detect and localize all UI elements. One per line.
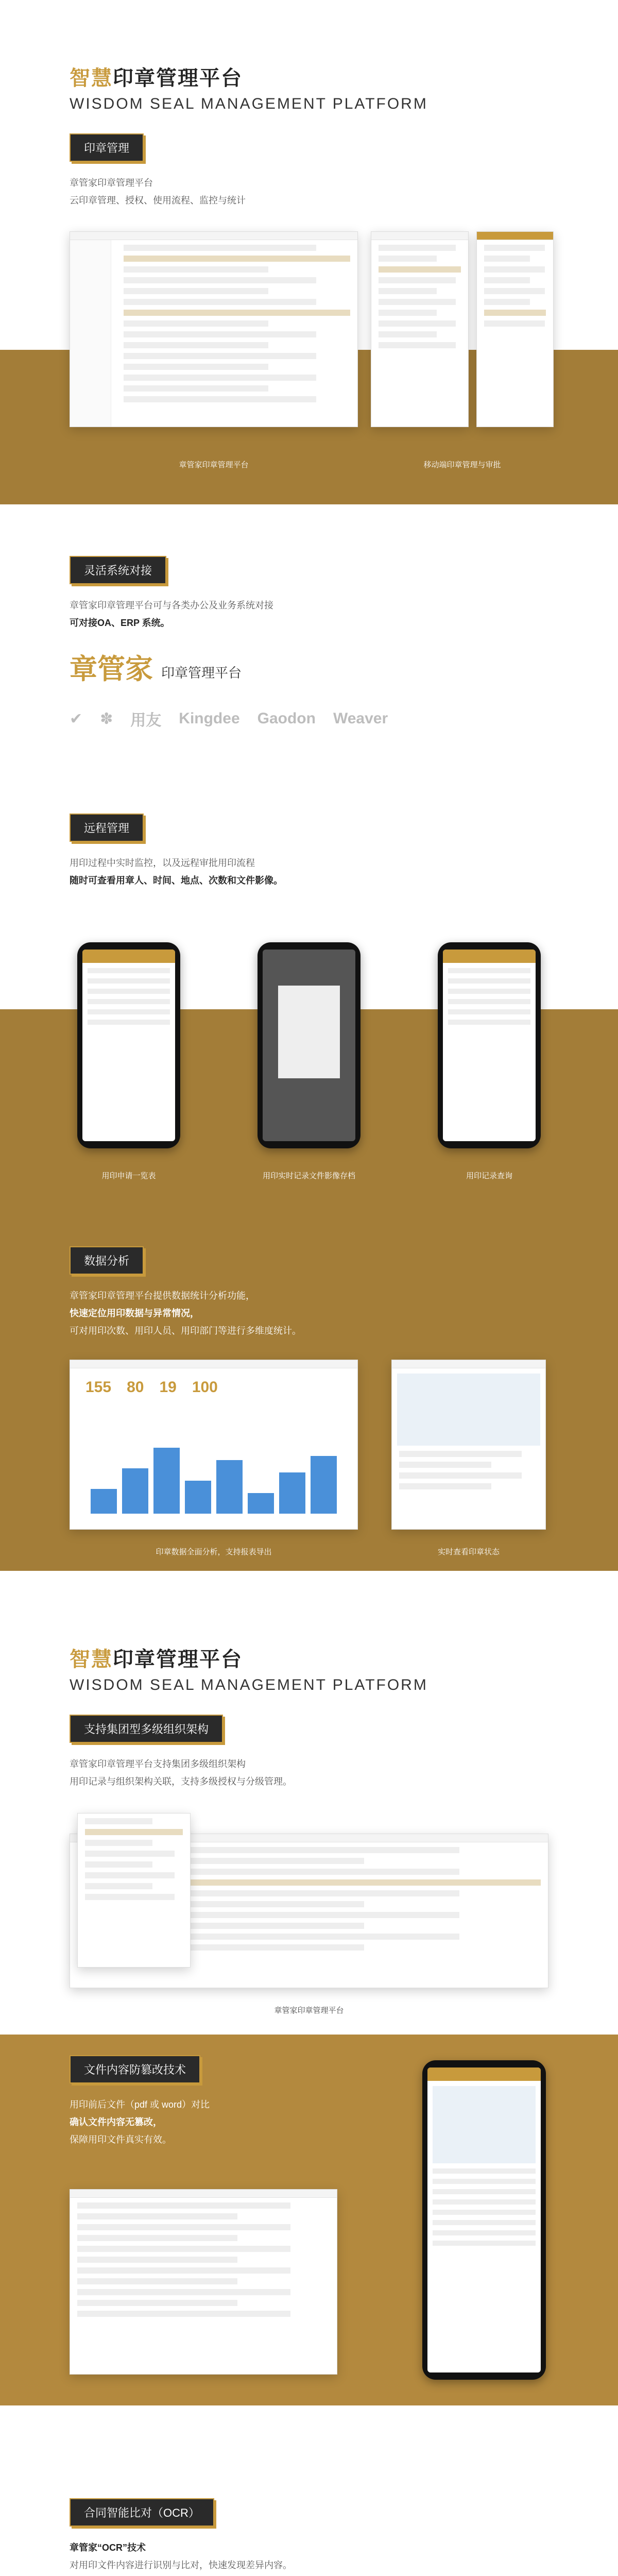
partner-logo: ✽: [100, 710, 113, 727]
section-desc: 用印过程中实时监控，以及远程审批用印流程 随时可查看用章人、时间、地点、次数和文件影像。: [70, 858, 283, 886]
map-screenshot: [391, 1360, 546, 1530]
remote-mgmt-section: [0, 814, 618, 1236]
caption-left: 章管家印章管理平台: [179, 461, 249, 469]
stat-value: 19: [159, 1379, 177, 1396]
section-badge: 文件内容防篡改技术: [70, 2055, 200, 2083]
seal-mgmt-section: [0, 133, 618, 494]
partner-logo: 用友: [130, 712, 162, 729]
section-badge: 远程管理: [70, 814, 144, 842]
stat-value: 155: [85, 1379, 112, 1396]
data-analysis-section: [0, 1236, 618, 1571]
mobile-screenshot-1: [371, 231, 469, 427]
bar-chart: [91, 1431, 337, 1514]
ocr-section: [0, 2405, 618, 2576]
doc-compare-screenshot: [70, 2189, 337, 2375]
caption-right: 移动端印章管理与审批: [423, 461, 501, 469]
section-desc: 用印前后文件（pdf 或 word）对比 确认文件内容无篡改， 保障用印文件真实有效。: [70, 2099, 210, 2145]
page-subtitle: WISDOM SEAL MANAGEMENT PLATFORM: [70, 95, 428, 112]
page-title: 智慧印章管理平台: [70, 67, 243, 90]
phone-1: [77, 942, 180, 1148]
partner-logo: Weaver: [333, 710, 388, 727]
caption: 用印实时记录文件影像存档: [262, 1172, 355, 1180]
page-title: 智慧印章管理平台: [70, 1648, 243, 1671]
page-header: [0, 0, 618, 133]
section-desc: 章管家印章管理平台 云印章管理、授权、使用流程、监控与统计: [70, 178, 246, 206]
dropdown-menu: [77, 1813, 191, 1968]
section-badge: 合同智能比对（OCR）: [70, 2498, 214, 2527]
section-badge: 印章管理: [70, 133, 144, 162]
section-badge: 灵活系统对接: [70, 556, 166, 584]
doc-compare-section: [0, 2035, 618, 2405]
phone-3: [438, 942, 541, 1148]
partner-logo: Kingdee: [179, 710, 240, 727]
section-desc: 章管家“OCR”技术 对用印文件内容进行识别与比对，快速发现差异内容。: [70, 2543, 292, 2570]
phone-doc: [422, 2060, 546, 2380]
analytics-screenshot: [70, 1360, 358, 1530]
partner-logos: [70, 707, 548, 730]
mobile-screenshot-2: [476, 231, 554, 427]
caption: 实时查看印章状态: [437, 1548, 500, 1556]
section-desc: 章管家印章管理平台支持集团多级组织架构 用印记录与组织架构关联，支持多级授权与分级管理。: [70, 1759, 292, 1787]
section-badge: 支持集团型多级组织架构: [70, 1715, 223, 1743]
section-badge: 数据分析: [70, 1246, 144, 1275]
section-desc: 章管家印章管理平台可与各类办公及业务系统对接 可对接OA、ERP 系统。: [70, 600, 273, 628]
desktop-screenshot: [70, 231, 358, 427]
page-subtitle: WISDOM SEAL MANAGEMENT PLATFORM: [70, 1676, 428, 1693]
stat-value: 100: [192, 1379, 218, 1396]
caption: 用印申请一览表: [101, 1172, 156, 1180]
archive-section: [0, 1571, 618, 2035]
system-connect-section: [0, 494, 618, 814]
stat-value: 80: [127, 1379, 144, 1396]
section-desc: 章管家印章管理平台提供数据统计分析功能， 快速定位用印数据与异常情况， 可对用印次数、用印人员、用印部门等进行多维度统计。: [70, 1291, 301, 1336]
phone-2: [258, 942, 360, 1148]
partner-logo: Gaodon: [257, 710, 316, 727]
caption: 印章数据全面分析，支持报表导出: [156, 1548, 272, 1556]
brand-logo: 章管家 印章管理平台: [70, 654, 242, 685]
partner-logo: ✔: [70, 710, 83, 727]
caption: 章管家印章管理平台: [274, 2006, 344, 2015]
caption: 用印记录查询: [466, 1172, 512, 1180]
